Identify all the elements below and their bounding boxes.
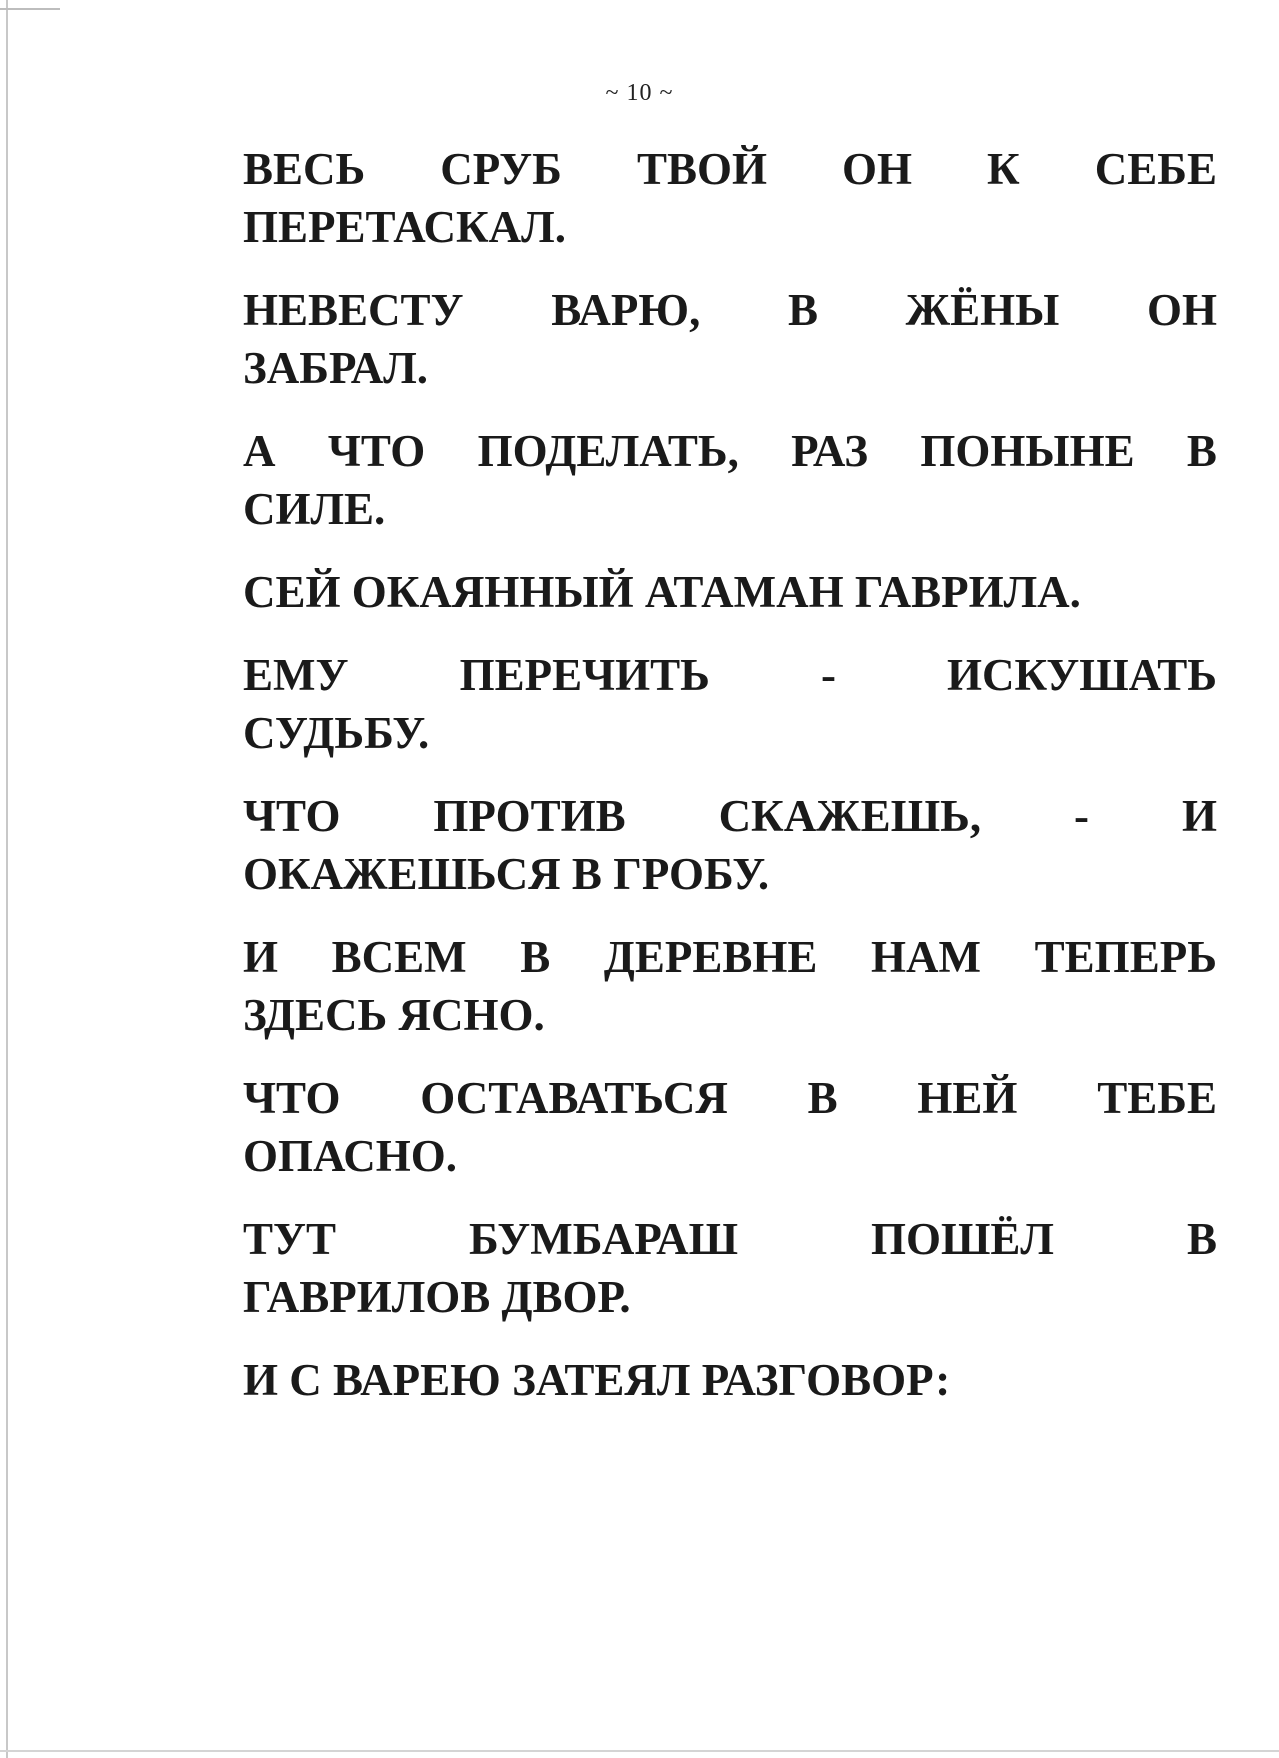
stanza-line-justified xyxy=(243,140,1217,198)
word: ОСТАВАТЬСЯ xyxy=(420,1073,728,1123)
word: - xyxy=(820,650,836,700)
word: В xyxy=(520,932,551,982)
page-number: ~ 10 ~ xyxy=(605,80,674,106)
word: ЕМУ xyxy=(243,650,349,700)
verse-body xyxy=(243,140,1217,1434)
stanza-6 xyxy=(243,787,1217,903)
word: ПОДЕЛАТЬ, xyxy=(477,426,739,476)
stanza-line-justified xyxy=(243,1210,1217,1268)
word: ЧТО xyxy=(243,791,341,841)
stanza-line: СУДЬБУ. xyxy=(243,708,430,758)
stanza-1 xyxy=(243,140,1217,256)
word: К xyxy=(987,144,1020,194)
stanza-9 xyxy=(243,1210,1217,1326)
stanza-line-justified xyxy=(243,787,1217,845)
stanza-line: ПЕРЕТАСКАЛ. xyxy=(243,202,566,252)
stanza-3 xyxy=(243,422,1217,538)
word: ПЕРЕЧИТЬ xyxy=(459,650,710,700)
stanza-line-justified xyxy=(243,422,1217,480)
word: СРУБ xyxy=(440,144,562,194)
stanza-4 xyxy=(243,563,1217,621)
word: В xyxy=(1186,1214,1217,1264)
word: БУМБАРАШ xyxy=(469,1214,739,1264)
word: НАМ xyxy=(871,932,982,982)
word: ОН xyxy=(1146,285,1217,335)
word: ВСЕМ xyxy=(331,932,467,982)
stanza-line: СЕЙ ОКАЯННЫЙ АТАМАН ГАВРИЛА. xyxy=(243,567,1081,617)
word: В xyxy=(1186,426,1217,476)
word: В xyxy=(807,1073,838,1123)
word: - xyxy=(1074,791,1090,841)
stanza-5 xyxy=(243,646,1217,762)
word: РАЗ xyxy=(791,426,869,476)
word: ПРОТИВ xyxy=(433,791,626,841)
stanza-line-justified xyxy=(243,646,1217,704)
word: СКАЖЕШЬ, xyxy=(718,791,982,841)
stanza-line: И С ВАРЕЮ ЗАТЕЯЛ РАЗГОВОР: xyxy=(243,1355,951,1405)
word: СЕБЕ xyxy=(1094,144,1217,194)
word: А xyxy=(243,426,276,476)
stanza-10 xyxy=(243,1351,1217,1409)
word: ОН xyxy=(842,144,913,194)
word: ИСКУШАТЬ xyxy=(947,650,1217,700)
word: ЧТО xyxy=(327,426,426,476)
word: И xyxy=(1181,791,1217,841)
word: ЖЁНЫ xyxy=(905,285,1060,335)
stanza-line: ЗАБРАЛ. xyxy=(243,343,429,393)
word: ЧТО xyxy=(243,1073,341,1123)
word: ТВОЙ xyxy=(636,144,767,194)
scan-edge-left xyxy=(6,0,8,1758)
word: НЕВЕСТУ xyxy=(243,285,464,335)
scan-edge-bottom xyxy=(0,1750,1279,1752)
stanza-2 xyxy=(243,281,1217,397)
scan-edge-top xyxy=(0,8,60,10)
word: ТУТ xyxy=(243,1214,337,1264)
stanza-8 xyxy=(243,1069,1217,1185)
word: ВЕСЬ xyxy=(243,144,366,194)
stanza-line-justified xyxy=(243,1069,1217,1127)
word: ТЕПЕРЬ xyxy=(1034,932,1217,982)
word: ВАРЮ, xyxy=(551,285,701,335)
word: ПОШЁЛ xyxy=(871,1214,1054,1264)
stanza-line-justified xyxy=(243,281,1217,339)
word: НЕЙ xyxy=(917,1073,1018,1123)
word: ДЕРЕВНЕ xyxy=(603,932,818,982)
stanza-line: ОПАСНО. xyxy=(243,1131,458,1181)
stanza-line-justified xyxy=(243,928,1217,986)
stanza-7 xyxy=(243,928,1217,1044)
stanza-line: ГАВРИЛОВ ДВОР. xyxy=(243,1272,631,1322)
stanza-line: ОКАЖЕШЬСЯ В ГРОБУ. xyxy=(243,849,770,899)
word: ТЕБЕ xyxy=(1097,1073,1217,1123)
stanza-line: ЗДЕСЬ ЯСНО. xyxy=(243,990,545,1040)
word: И xyxy=(243,932,279,982)
word: ПОНЫНЕ xyxy=(920,426,1135,476)
word: В xyxy=(787,285,818,335)
stanza-line: СИЛЕ. xyxy=(243,484,386,534)
